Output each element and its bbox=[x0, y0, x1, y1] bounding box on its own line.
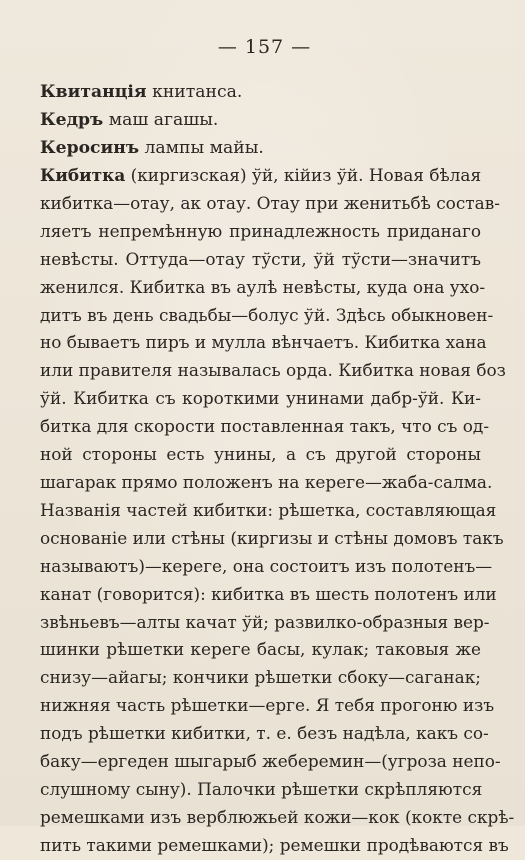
text-line: ўй. Кибитка съ короткими унинами дабр-ўй. Ки- bbox=[40, 388, 481, 409]
text-line: слушному сыну). Палочки рѣшетки скрѣпляются bbox=[40, 778, 483, 799]
dictionary-entry-kerosin bbox=[40, 134, 481, 162]
text-line: звѣньевъ—алты качат ўй; развилко-образныя вер- bbox=[40, 611, 490, 632]
entry-translation: книтанса. bbox=[146, 82, 243, 102]
page-number: — 157 — bbox=[217, 36, 312, 58]
entry-headword: Квитанція bbox=[40, 82, 147, 102]
text-line: дитъ въ день свадьбы—болус ўй. Здѣсь обыкновен- bbox=[40, 304, 494, 325]
entry-translation: маш агашы. bbox=[103, 110, 219, 130]
text-line: Названія частей кибитки: рѣшетка, составляющая bbox=[40, 499, 497, 520]
text-line: ной стороны есть унины, а съ другой стороны bbox=[40, 444, 481, 465]
text-line: невѣсты. Оттуда—отау тўсти, ўй тўсти—значитъ bbox=[40, 248, 481, 269]
text-line bbox=[40, 162, 481, 190]
text-line: подъ рѣшетки кибитки, т. е. безъ надѣла, какъ со- bbox=[40, 723, 489, 744]
text-line: женился. Кибитка въ аулѣ невѣсты, куда она ухо- bbox=[40, 276, 486, 297]
entry-headword: Кедръ bbox=[40, 110, 104, 130]
text-line: но бываетъ пиръ и мулла вѣнчаетъ. Кибитка хана bbox=[40, 332, 487, 353]
text-line: называютъ)—кереге, она состоитъ изъ полотенъ— bbox=[40, 555, 493, 576]
text-line: битка для скорости поставленная такъ, что съ од- bbox=[40, 416, 490, 437]
text-line: баку—ергеден шыгарыб жеберемин—(угроза непо- bbox=[40, 751, 501, 772]
entry-headword: Керосинъ bbox=[40, 138, 140, 158]
text-line: ляетъ непремѣнную принадлежность приданаго bbox=[40, 220, 481, 241]
dictionary-entry-kvitantsiya bbox=[40, 78, 481, 106]
entry-translation: лампы майы. bbox=[139, 138, 264, 158]
text-line: шагарак прямо положенъ на кереге—жаба-салма. bbox=[40, 471, 493, 492]
entry-headword: Кибитка bbox=[40, 165, 126, 185]
entry-text-first-line: (киргизская) ўй, кійиз ўй. Новая бѣлая bbox=[125, 165, 482, 185]
dictionary-entry-kibitka bbox=[40, 162, 515, 860]
dictionary-entry-kedr bbox=[40, 106, 481, 134]
text-line: или правителя называлась орда. Кибитка новая боз bbox=[40, 360, 506, 381]
text-line: шинки рѣшетки кереге басы, кулак; таковыя же bbox=[40, 639, 481, 660]
text-line: канат (говорится): кибитка въ шесть полотенъ или bbox=[40, 583, 497, 604]
text-line: кибитка—отау, ак отау. Отау при женитьбѣ состав- bbox=[40, 192, 500, 213]
text-line: пить такими ремешками); ремешки продѣваются въ bbox=[40, 834, 509, 855]
text-line: ремешками изъ верблюжьей кожи—кок (кокте скрѣ- bbox=[40, 806, 515, 827]
text-line: нижняя часть рѣшетки—ерге. Я тебя прогоню изъ bbox=[40, 695, 495, 716]
text-line: основаніе или стѣны (киргизы и стѣны домовъ такъ bbox=[40, 527, 504, 548]
text-line: снизу—айагы; кончики рѣшетки сбоку—саганак; bbox=[40, 667, 481, 688]
